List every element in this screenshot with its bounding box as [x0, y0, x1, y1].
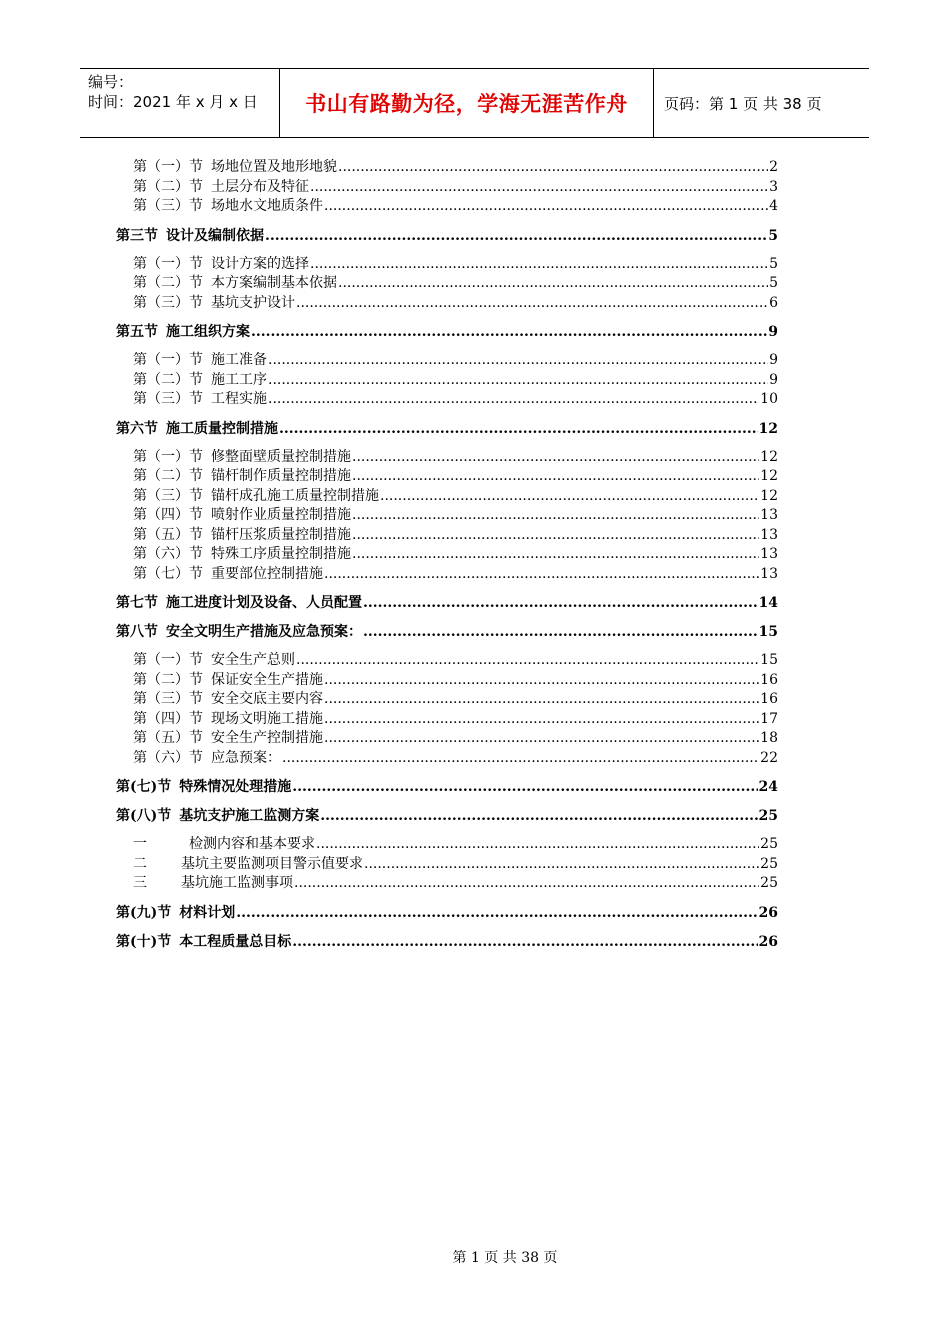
toc-subsection-entry[interactable]	[116, 178, 778, 198]
toc-subsection-entry[interactable]	[116, 526, 778, 546]
toc-leader-dots	[268, 390, 759, 410]
toc-entry-page: 13	[760, 546, 778, 562]
toc-entry-number: 三	[133, 875, 147, 891]
document-date-label: 时间：2021 年 x 月 x 日	[88, 93, 258, 111]
toc-leader-dots	[265, 226, 767, 246]
toc-entry-page: 13	[760, 526, 778, 543]
toc-entry-page: 12	[760, 468, 778, 484]
toc-entry-number: 第（五）节	[133, 730, 203, 746]
toc-leader-dots	[380, 487, 759, 507]
toc-entry-title: 施工进度计划及设备、人员配置	[166, 595, 362, 611]
toc-leader-dots	[363, 593, 758, 613]
toc-entry-title: 设计及编制依据	[166, 227, 264, 244]
toc-leader-dots	[324, 671, 759, 691]
toc-entry-title: 修整面壁质量控制措施	[211, 448, 351, 465]
toc-entry-number: 第(七)节	[116, 779, 172, 795]
toc-entry-page: 2	[769, 159, 778, 175]
toc-entry-title: 基坑主要监测项目警示值要求	[181, 855, 363, 872]
toc-entry-title: 施工工序	[211, 371, 267, 388]
toc-entry-number: 第（一）节	[133, 652, 203, 668]
toc-entry-page: 6	[769, 294, 778, 311]
toc-entry-number: 第（七）节	[133, 565, 203, 582]
toc-entry-title: 应急预案：	[211, 749, 281, 766]
toc-subsection-entry[interactable]	[116, 545, 778, 565]
toc-section-entry[interactable]	[116, 806, 778, 826]
toc-entry-title: 重要部位控制措施	[211, 565, 323, 582]
toc-entry-page: 9	[769, 371, 778, 388]
toc-entry-number: 第七节	[116, 595, 158, 611]
toc-subsection-entry[interactable]	[116, 671, 778, 691]
toc-entry-number: 第（二）节	[133, 178, 203, 195]
toc-subsection-entry[interactable]	[116, 565, 778, 585]
toc-leader-dots	[363, 622, 758, 642]
toc-entry-title: 场地位置及地形地貌	[211, 159, 337, 175]
toc-leader-dots	[296, 294, 768, 314]
toc-entry-number: 第（六）节	[133, 749, 203, 766]
toc-leader-dots	[251, 322, 767, 342]
toc-leader-dots	[236, 903, 757, 923]
toc-leader-dots	[338, 158, 768, 178]
toc-entry-title: 基坑施工监测事项	[181, 875, 293, 891]
toc-leader-dots	[324, 729, 759, 749]
toc-entry-title: 特殊情况处理措施	[179, 779, 292, 795]
toc-entry-title: 设计方案的选择	[211, 255, 309, 272]
toc-leader-dots	[324, 565, 759, 585]
toc-entry-page: 14	[758, 595, 778, 611]
toc-leader-dots	[268, 351, 768, 371]
toc-entry-title: 施工质量控制措施	[166, 420, 278, 437]
toc-leader-dots	[310, 255, 768, 275]
toc-subsection-entry[interactable]	[116, 351, 778, 371]
toc-entry-number: 第（三）节	[133, 294, 203, 311]
toc-subsection-entry[interactable]	[116, 651, 778, 671]
toc-entry-page: 26	[758, 904, 778, 921]
toc-leader-dots	[292, 777, 757, 797]
toc-entry-page: 22	[760, 749, 778, 766]
toc-subsection-entry[interactable]	[116, 690, 778, 710]
toc-entry-page: 25	[760, 855, 778, 872]
toc-leader-dots	[352, 526, 759, 546]
toc-leader-dots	[324, 710, 759, 730]
toc-entry-page: 16	[760, 691, 778, 707]
toc-entry-number: 第（二）节	[133, 671, 203, 688]
toc-entry-number: 第（三）节	[133, 391, 203, 407]
header-meta	[80, 69, 280, 137]
toc-leader-dots	[364, 855, 759, 875]
toc-subsection-entry[interactable]	[116, 274, 778, 294]
toc-entry-page: 13	[760, 507, 778, 523]
page-footer: 第 1 页 共 38 页	[452, 1250, 558, 1266]
toc-entry-page: 15	[758, 624, 778, 640]
toc-leader-dots	[296, 651, 759, 671]
toc-entry-number: 第(八)节	[116, 808, 172, 824]
toc-entry-title: 安全生产总则	[211, 652, 295, 668]
toc-entry-page: 15	[760, 652, 778, 668]
toc-entry-title: 材料计划	[179, 904, 236, 921]
header-motto: 书山有路勤为径，学海无涯苦作舟	[280, 69, 654, 137]
toc-subsection-entry[interactable]	[116, 835, 778, 855]
toc-entry-number: 第(九)节	[116, 904, 172, 921]
toc-entry-title: 场地水文地质条件	[211, 198, 323, 214]
toc-leader-dots	[282, 749, 759, 769]
toc-entry-title: 本工程质量总目标	[179, 933, 292, 950]
toc-entry-title: 特殊工序质量控制措施	[211, 546, 351, 562]
toc-section-entry[interactable]	[116, 593, 778, 613]
toc-entry-page: 3	[769, 178, 778, 195]
toc-entry-page: 5	[768, 227, 778, 244]
toc-entry-title: 本方案编制基本依据	[211, 275, 337, 291]
toc-subsection-entry[interactable]	[116, 749, 778, 769]
toc-entry-page: 13	[760, 565, 778, 582]
toc-leader-dots	[338, 274, 768, 294]
toc-entry-page: 25	[760, 836, 778, 852]
toc-entry-number: 第（六）节	[133, 546, 203, 562]
toc-entry-number: 第（四）节	[133, 507, 203, 523]
toc-leader-dots	[352, 506, 759, 526]
toc-entry-title: 施工组织方案	[166, 324, 250, 340]
toc-subsection-entry[interactable]	[116, 874, 778, 894]
toc-entry-page: 16	[760, 671, 778, 688]
header-page-label: 页码：第 1 页 共 38 页	[664, 94, 822, 113]
toc-entry-page: 5	[769, 255, 778, 272]
toc-leader-dots	[268, 371, 768, 391]
toc-subsection-entry[interactable]	[116, 467, 778, 487]
toc-entry-number: 第（三）节	[133, 487, 203, 504]
toc-entry-number: 一	[133, 836, 147, 852]
toc-leader-dots	[352, 545, 759, 565]
toc-section-entry[interactable]	[116, 932, 778, 952]
document-number-label: 编号：	[88, 73, 134, 91]
toc-leader-dots	[352, 448, 759, 468]
toc-entry-number: 第（一）节	[133, 448, 203, 465]
toc-entry-title: 工程实施	[211, 391, 267, 407]
toc-entry-page: 12	[760, 487, 778, 504]
toc-entry-number: 第（一）节	[133, 159, 203, 175]
toc-entry-title: 安全交底主要内容	[211, 691, 323, 707]
toc-leader-dots	[316, 835, 759, 855]
toc-entry-number: 第(十)节	[116, 933, 172, 950]
toc-entry-title: 安全生产控制措施	[211, 730, 323, 746]
toc-subsection-entry[interactable]	[116, 294, 778, 314]
toc-entry-title: 土层分布及特征	[211, 178, 309, 195]
toc-leader-dots	[320, 806, 757, 826]
toc-entry-number: 第六节	[116, 420, 158, 437]
toc-entry-title: 安全文明生产措施及应急预案：	[166, 624, 362, 640]
toc-entry-title: 锚杆成孔施工质量控制措施	[211, 487, 379, 504]
toc-entry-number: 二	[133, 855, 147, 872]
toc-subsection-entry[interactable]	[116, 197, 778, 217]
toc-entry-number: 第（二）节	[133, 371, 203, 388]
toc-entry-title: 基坑支护设计	[211, 294, 295, 311]
toc-entry-number: 第（二）节	[133, 468, 203, 484]
toc-entry-page: 24	[758, 779, 778, 795]
toc-leader-dots	[294, 874, 759, 894]
toc-section-entry[interactable]	[116, 777, 778, 797]
toc-entry-number: 第（一）节	[133, 255, 203, 272]
toc-entry-title: 锚杆制作质量控制措施	[211, 468, 351, 484]
toc-subsection-entry[interactable]	[116, 255, 778, 275]
toc-entry-page: 10	[760, 391, 778, 407]
toc-section-entry[interactable]	[116, 903, 778, 923]
toc-section-entry[interactable]	[116, 419, 778, 439]
toc-entry-page: 12	[760, 448, 778, 465]
toc-entry-number: 第（四）节	[133, 710, 203, 727]
toc-subsection-entry[interactable]	[116, 487, 778, 507]
toc-entry-page: 5	[769, 275, 778, 291]
toc-entry-title: 现场文明施工措施	[211, 710, 323, 727]
toc-leader-dots	[352, 467, 759, 487]
table-of-contents	[116, 158, 778, 961]
toc-leader-dots	[292, 932, 757, 952]
toc-subsection-entry[interactable]	[116, 158, 778, 178]
toc-entry-title: 保证安全生产措施	[211, 671, 323, 688]
toc-entry-page: 25	[760, 875, 778, 891]
toc-entry-title: 喷射作业质量控制措施	[211, 507, 351, 523]
toc-entry-title: 检测内容和基本要求	[189, 836, 315, 852]
toc-leader-dots	[310, 178, 768, 198]
toc-entry-page: 9	[768, 324, 778, 340]
toc-entry-number: 第（二）节	[133, 275, 203, 291]
toc-entry-number: 第（五）节	[133, 526, 203, 543]
toc-entry-number: 第八节	[116, 624, 158, 640]
toc-entry-page: 9	[769, 352, 778, 368]
toc-subsection-entry[interactable]	[116, 448, 778, 468]
toc-entry-page: 18	[760, 730, 778, 746]
toc-subsection-entry[interactable]	[116, 371, 778, 391]
toc-subsection-entry[interactable]	[116, 710, 778, 730]
toc-entry-number: 第（三）节	[133, 198, 203, 214]
toc-subsection-entry[interactable]	[116, 855, 778, 875]
toc-section-entry[interactable]	[116, 226, 778, 246]
toc-entry-number: 第三节	[116, 227, 158, 244]
toc-entry-title: 施工准备	[211, 352, 267, 368]
toc-section-entry[interactable]	[116, 322, 778, 342]
toc-leader-dots	[324, 197, 768, 217]
toc-entry-page: 25	[758, 808, 778, 824]
toc-entry-title: 基坑支护施工监测方案	[179, 808, 320, 824]
toc-subsection-entry[interactable]	[116, 506, 778, 526]
toc-entry-number: 第五节	[116, 324, 158, 340]
toc-entry-page: 26	[758, 933, 778, 950]
toc-entry-number: 第（三）节	[133, 691, 203, 707]
toc-leader-dots	[279, 419, 758, 439]
toc-entry-page: 12	[758, 420, 778, 437]
page-header	[80, 68, 869, 138]
toc-section-entry[interactable]	[116, 622, 778, 642]
toc-leader-dots	[324, 690, 759, 710]
toc-entry-title: 锚杆压浆质量控制措施	[211, 526, 351, 543]
toc-entry-page: 4	[769, 198, 778, 214]
toc-entry-number: 第（一）节	[133, 352, 203, 368]
toc-subsection-entry[interactable]	[116, 390, 778, 410]
toc-entry-page: 17	[760, 710, 778, 727]
toc-subsection-entry[interactable]	[116, 729, 778, 749]
